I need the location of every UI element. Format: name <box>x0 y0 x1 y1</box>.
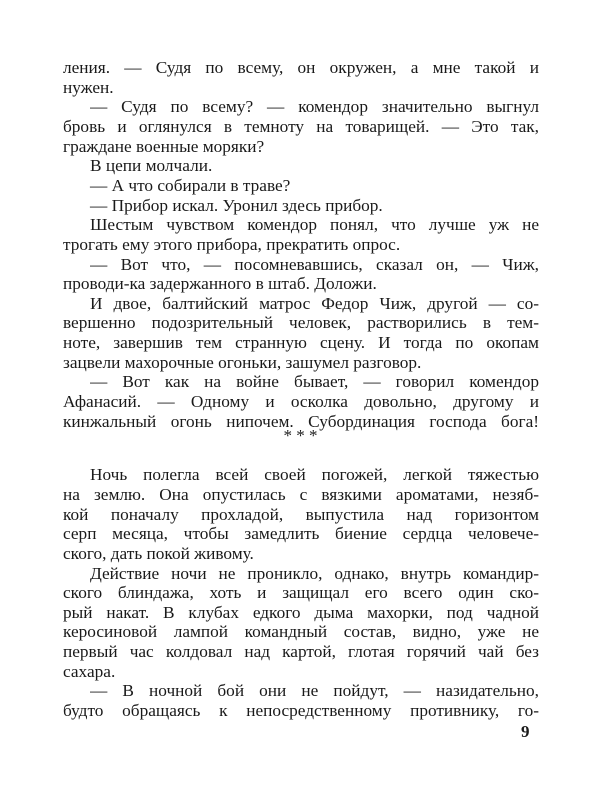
text-line: В цепи молчали. <box>90 156 213 176</box>
text-line: будто обращаясь к непосредственному противнику, го- <box>63 701 539 720</box>
text-line: зацвели махорочные огоньки, зашумел разговор. <box>63 352 422 372</box>
text-line: бровь и оглянулся в темноту на товарищей. — Это так, <box>63 116 539 136</box>
text-line: трогать ему этого прибора, прекратить опрос. <box>63 234 401 254</box>
text-line: — Вот что, — посомневавшись, сказал он, — Чиж, <box>90 254 539 274</box>
text-line: кой поначалу прохладой, выпустила над горизонтом <box>63 504 539 524</box>
text-line: нужен. <box>63 77 114 97</box>
text-line: ского, дать покой живому. <box>63 543 254 563</box>
text-line: ноте, завершив тем странную сцену. И тогда по окопам <box>63 333 539 352</box>
text-line: серп месяца, чтобы замедлить биение сердца человече- <box>63 524 539 544</box>
text-line: кинжальный огонь нипочем. Субординация господа бога! <box>63 411 539 431</box>
text-line: на землю. Она опустилась с вязкими ароматами, незяб- <box>63 484 539 504</box>
text-line: сахара. <box>63 661 116 681</box>
text-line: граждане военные моряки? <box>63 136 265 156</box>
section-separator: * * * <box>283 426 318 446</box>
text-line: Шестым чувством комендор понял, что лучше уж не <box>90 215 539 235</box>
text-line: Действие ночи не проникло, однако, внутрь командир- <box>90 563 539 583</box>
text-line: — В ночной бой они не пойдут, — назидательно, <box>90 681 539 701</box>
text-line: первый час колдовал над картой, глотая горячий чай без <box>63 642 539 662</box>
text-line: — А что собирали в траве? <box>90 175 291 195</box>
text-line: проводи-ка задержанного в штаб. Доложи. <box>63 274 377 294</box>
text-line: — Прибор искал. Уронил здесь прибор. <box>90 195 383 215</box>
text-line: вершенно подозрительный человек, растворились в тем- <box>63 313 539 333</box>
text-line: — Вот как на войне бывает, — говорил комендор <box>90 372 539 392</box>
text-line: ления. — Судя по всему, он окружен, а мне такой и <box>63 58 539 77</box>
text-line: Ночь полегла всей своей погожей, легкой тяжестью <box>90 465 539 485</box>
text-line: рый накат. В клубах едкого дыма махорки, под чадной <box>63 602 539 622</box>
text-line: И двое, балтийский матрос Федор Чиж, другой — со- <box>90 293 539 313</box>
text-line: Афанасий. — Одному и осколка довольно, другому и <box>63 392 539 411</box>
page-number: 9 <box>521 722 530 741</box>
text-line: ского блиндажа, хоть и защищал его всего один ско- <box>63 583 539 603</box>
text-line: — Судя по всему? — комендор значительно выгнул <box>90 97 539 117</box>
text-line: керосиновой лампой командный состав, видно, уже не <box>63 622 539 642</box>
